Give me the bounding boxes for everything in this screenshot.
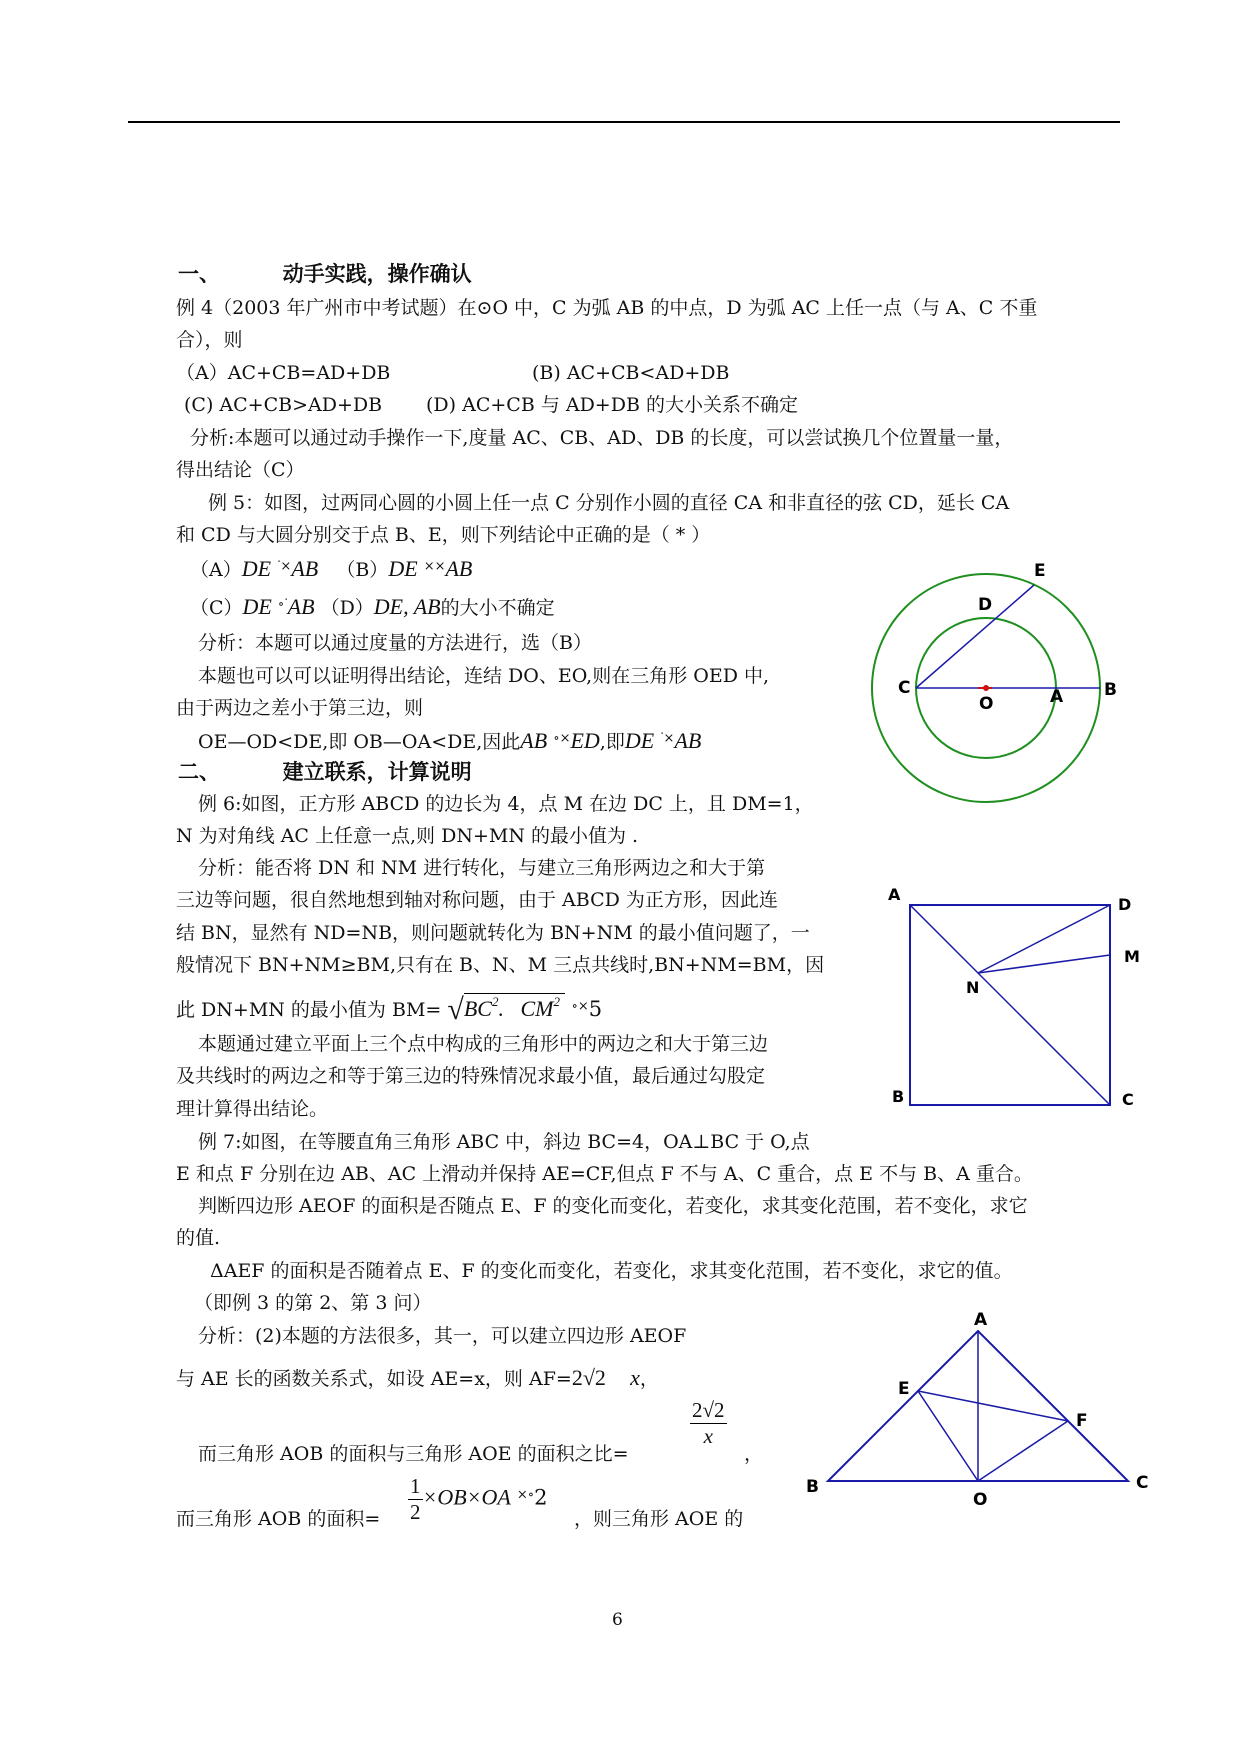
ex7-analysis-2 xyxy=(176,1365,659,1391)
ex7-af-variable: x xyxy=(630,1365,640,1390)
ex7-analysis-4 xyxy=(176,1508,380,1531)
ex5-analysis-4-text: OE—OD<DE,即 OB—OA<DE,因此 xyxy=(198,731,521,753)
ex5-analysis-1: 分析：本题可以通过度量的方法进行，选（B） xyxy=(198,632,592,654)
ex7-line2: E 和点 F 分别在边 AB、AC 上滑动并保持 AE=CF,但点 F 不与 A、C 重合，点 E 不与 B、A 重合。 xyxy=(176,1163,1033,1185)
ex7-analysis-3-text: 而三角形 AOB 的面积与三角形 AOE 的面积之比= xyxy=(198,1443,629,1465)
ex7-line3: 判断四边形 AEOF 的面积是否随点 E、F 的变化而变化，若变化，求其变化范围，若不变化，求它 xyxy=(198,1195,1028,1217)
section1-title: 动手实践，操作确认 xyxy=(282,262,472,286)
ex6-result-value: 5 xyxy=(588,997,603,1021)
radicand-cm: CM xyxy=(520,996,554,1021)
ex4-option-d: (D) AC+CB 与 AD+DB 的大小关系不确定 xyxy=(426,394,798,416)
ex5-option-d-math: DE, AB xyxy=(373,594,441,619)
ex7-line5: ΔAEF 的面积是否随着点 E、F 的变化而变化，若变化，求其变化范围，若不变化，求它的值。 xyxy=(210,1260,1013,1282)
ex5-analysis-math-ed: ED xyxy=(570,728,600,753)
ex5-option-c-label: （C） xyxy=(190,597,243,619)
square-figure xyxy=(880,880,1150,1120)
ex4-analysis-2: 得出结论（C） xyxy=(176,459,305,481)
ex7-fraction-1 xyxy=(690,1398,727,1449)
header-rule xyxy=(128,121,1120,123)
radicand-bc-exp: 2 xyxy=(491,994,499,1009)
ex4-option-c: (C) AC+CB>AD+DB xyxy=(184,394,383,416)
ratio-numerator: 2√2 xyxy=(690,1398,727,1424)
ex5-option-b-symbol: ×× xyxy=(423,559,446,574)
half-numerator: 1 xyxy=(408,1474,423,1500)
ex7-analysis-1: 分析：(2)本题的方法很多，其一，可以建立四边形 AEOF xyxy=(198,1325,687,1347)
ex6-analysis-8: 理计算得出结论。 xyxy=(176,1098,329,1120)
fig2-label-c: C xyxy=(1122,1090,1134,1109)
fig3-label-b: B xyxy=(806,1477,819,1497)
section2-number: 二、 xyxy=(178,760,220,784)
fig2-label-m: M xyxy=(1124,947,1140,966)
ex4-option-b: (B) AC+CB<AD+DB xyxy=(532,362,730,384)
ex7-analysis-2-text: 与 AE 长的函数关系式，如设 AE=x，则 AF= xyxy=(176,1368,572,1390)
ex5-analysis-math-ab2: AB xyxy=(674,728,702,753)
ex5-analysis-symbol-2: ᐝ× xyxy=(660,731,675,746)
segment-ef xyxy=(918,1391,1068,1421)
ex5-option-d-tail: 的大小不确定 xyxy=(440,597,555,619)
ex6-analysis-5-text: 此 DN+MN 的最小值为 BM= xyxy=(176,999,442,1021)
ex5-option-c-math: DE xyxy=(242,594,272,619)
ex5-option-c-math2: AB xyxy=(287,594,315,619)
ex5-line2: 和 CD 与大圆分别交于点 B、E，则下列结论中正确的是（ * ） xyxy=(176,524,711,546)
ex5-option-b-math2: AB xyxy=(445,556,473,581)
ex7-analysis-2-end: ， xyxy=(639,1368,659,1390)
ex6-analysis-6: 本题通过建立平面上三个点中构成的三角形中的两边之和大于第三边 xyxy=(198,1033,769,1055)
ex6-analysis-4: 般情况下 BN+NM≥BM,只有在 B、N、M 三点共线时,BN+NM=BM，因 xyxy=(176,954,825,976)
fig1-label-o: O xyxy=(979,694,994,714)
radicand-cm-exp: 2 xyxy=(553,994,560,1009)
ex7-line4: 的值. xyxy=(176,1227,221,1249)
area-product: ×OB×OA xyxy=(422,1484,511,1510)
fig1-label-d: D xyxy=(978,595,993,615)
ex5-analysis-2: 本题也可以可以证明得出结论，连结 DO、EO,则在三角形 OED 中, xyxy=(198,665,770,687)
fig3-label-o: O xyxy=(973,1490,988,1510)
ex4-line2: 合），则 xyxy=(176,329,243,351)
segment-eo xyxy=(918,1391,978,1481)
ex6-analysis-2: 三边等问题，很自然地想到轴对称问题，由于 ABCD 为正方形，因此连 xyxy=(176,889,778,911)
ex5-option-a-math: DE xyxy=(241,556,272,581)
ex5-line1: 例 5：如图，过两同心圆的小圆上任一点 C 分别作小圆的直径 CA 和非直径的弦 CD，延长 CA xyxy=(208,492,1010,514)
concentric-circles-figure xyxy=(860,560,1130,830)
ex6-line2: N 为对角线 AC 上任意一点,则 DN+MN 的最小值为 . xyxy=(176,825,639,847)
section2-heading xyxy=(178,760,472,785)
radicand xyxy=(464,993,566,1021)
ex5-analysis-4-mid: ,即 xyxy=(599,731,625,753)
fig1-label-b: B xyxy=(1104,680,1117,700)
ex6-analysis-1: 分析：能否将 DN 和 NM 进行转化，与建立三角形两边之和大于第 xyxy=(198,857,766,879)
section1-heading xyxy=(178,262,472,287)
ex7-analysis-3 xyxy=(198,1443,629,1466)
ex5-options-cd xyxy=(190,594,555,620)
fig1-label-e: E xyxy=(1034,561,1046,581)
half-denominator: 2 xyxy=(410,1500,421,1525)
ex6-line1: 例 6:如图，正方形 ABCD 的边长为 4，点 M 在边 DC 上，且 DM=1， xyxy=(198,793,814,815)
segment-nd xyxy=(978,905,1110,973)
page-number: 6 xyxy=(612,1610,623,1630)
ex6-analysis-7: 及共线时的两边之和等于第三边的特殊情况求最小值，最后通过勾股定 xyxy=(176,1065,766,1087)
fig1-label-a: A xyxy=(1050,687,1064,707)
ex5-analysis-4 xyxy=(198,728,701,754)
ex5-analysis-symbol-1: ∘× xyxy=(553,731,571,746)
chord-line-ce xyxy=(916,585,1034,688)
ex5-analysis-3: 由于两边之差小于第三边，则 xyxy=(176,697,424,719)
radicand-bc: BC xyxy=(463,996,492,1021)
ex5-options-ab xyxy=(190,556,472,582)
ex4-line1: 例 4（2003 年广州市中考试题）在⊙O 中，C 为弧 AB 的中点，D 为弧 AC 上任一点（与 A、C 不重 xyxy=(176,297,1038,319)
ex7-af-coefficient: 2√2 xyxy=(571,1365,606,1390)
fig3-label-e: E xyxy=(898,1379,910,1399)
ex5-option-a-label: （A） xyxy=(190,559,242,581)
fig2-label-d: D xyxy=(1118,895,1132,914)
ex7-analysis-4-end: ，则三角形 AOE 的 xyxy=(574,1508,744,1530)
fig2-label-n: N xyxy=(966,978,980,997)
ex7-line6: （即例 3 的第 2、第 3 问） xyxy=(194,1292,432,1314)
ex6-analysis-5 xyxy=(176,992,602,1028)
ex6-result-symbol: ∘× xyxy=(571,999,589,1014)
segment-of xyxy=(978,1421,1068,1481)
ex5-option-c-symbol: ∘ᐝ xyxy=(277,597,288,612)
ex5-analysis-math-de: DE xyxy=(624,728,655,753)
area-value: 2 xyxy=(534,1485,548,1510)
ex7-line1: 例 7:如图，在等腰直角三角形 ABC 中，斜边 BC=4，OA⊥BC 于 O,点 xyxy=(198,1131,810,1153)
ex4-analysis-1: 分析:本题可以通过动手操作一下,度量 AC、CB、AD、DB 的长度，可以尝试换几个位置量一量， xyxy=(190,427,1014,449)
section1-number: 一、 xyxy=(178,262,220,286)
radical-sign-icon: √ xyxy=(447,993,464,1026)
ex7-analysis-3-end: ， xyxy=(744,1443,764,1465)
section2-title: 建立联系，计算说明 xyxy=(282,760,472,784)
ratio-fraction xyxy=(690,1398,727,1449)
diagonal-ac xyxy=(910,905,1110,1105)
radicand-separator: . xyxy=(498,996,504,1021)
ex4-option-a: （A）AC+CB=AD+DB xyxy=(176,362,391,384)
ratio-denominator: x xyxy=(703,1424,713,1449)
ex7-area-expression xyxy=(408,1474,548,1525)
ex5-option-b-label: （B） xyxy=(336,559,389,581)
fig1-label-c: C xyxy=(898,678,911,698)
segment-nm xyxy=(978,955,1110,973)
ex7-analysis-4-text: 而三角形 AOB 的面积= xyxy=(176,1508,381,1530)
ex5-option-b-math: DE xyxy=(388,556,418,581)
ex5-option-d-label: （D） xyxy=(320,597,374,619)
ex5-option-a-symbol: ᐝ× xyxy=(277,559,292,574)
fig3-label-a: A xyxy=(974,1310,988,1330)
half-fraction xyxy=(408,1474,423,1525)
triangle-figure xyxy=(798,1310,1158,1510)
fig3-label-f: F xyxy=(1076,1411,1088,1431)
fig3-label-c: C xyxy=(1136,1473,1149,1493)
fig2-label-b: B xyxy=(892,1087,905,1106)
ex6-analysis-3: 结 BN，显然有 ND=NB，则问题就转化为 BN+NM 的最小值问题了，一 xyxy=(176,922,810,944)
ex5-analysis-math-ab: AB xyxy=(520,728,548,753)
fig2-label-a: A xyxy=(888,885,901,904)
area-symbol: ×∘ xyxy=(516,1487,535,1503)
ex5-option-a-math2: AB xyxy=(291,556,319,581)
